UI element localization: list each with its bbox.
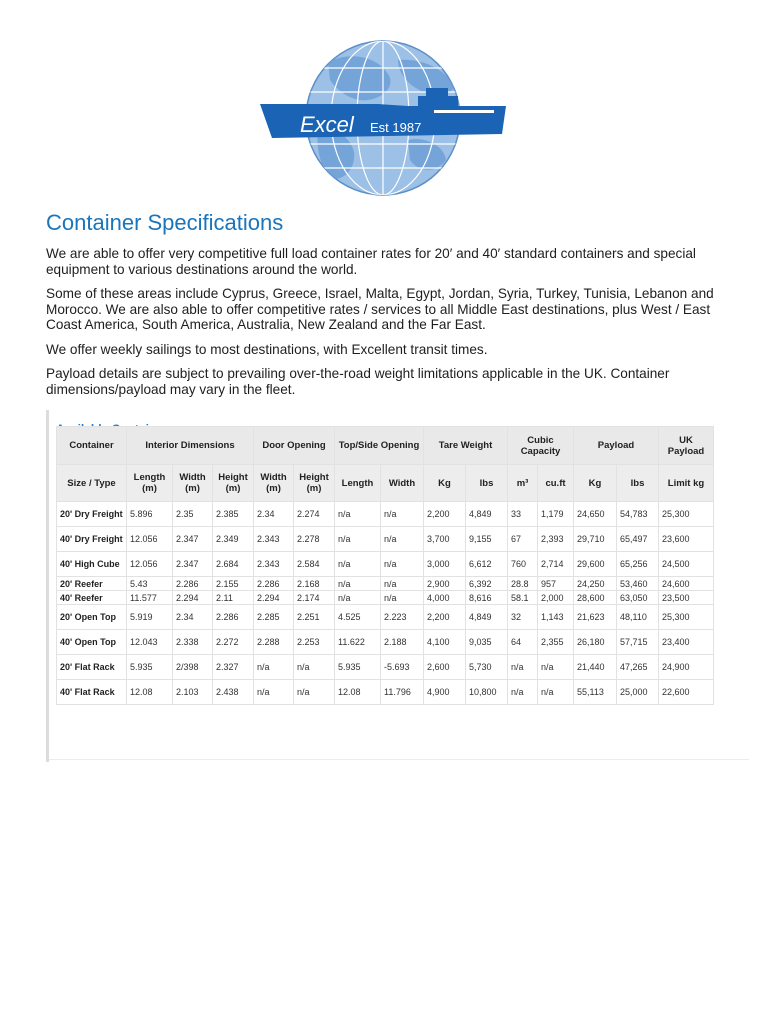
table-cell: 2.385: [213, 502, 254, 527]
table-cell: 54,783: [617, 502, 659, 527]
table-cell: n/a: [538, 655, 574, 680]
container-type-cell: 40' Open Top: [57, 630, 127, 655]
table-cell: 12.08: [335, 680, 381, 705]
table-cell: 2.272: [213, 630, 254, 655]
table-cell: n/a: [381, 552, 424, 577]
table-cell: 2.286: [213, 605, 254, 630]
table-cell: 2,200: [424, 605, 466, 630]
table-cell: 2.285: [254, 605, 294, 630]
svg-text:Excel: Excel: [300, 112, 354, 137]
table-cell: 53,460: [617, 577, 659, 591]
table-cell: 6,392: [466, 577, 508, 591]
table-cell: 2.274: [294, 502, 335, 527]
table-cell: 11.796: [381, 680, 424, 705]
column-header: m³: [508, 465, 538, 502]
table-cell: n/a: [294, 655, 335, 680]
table-cell: 2,000: [538, 591, 574, 605]
table-row: [57, 591, 714, 605]
table-cell: 2.286: [254, 577, 294, 591]
table-cell: 25,000: [617, 680, 659, 705]
intro-paragraph: We are able to offer very competitive full load container rates for 20′ and 40′ standard containers and special equipment to various destinations around the world.: [46, 246, 696, 277]
table-cell: n/a: [381, 577, 424, 591]
table-cell: 24,250: [574, 577, 617, 591]
table-cell: 25,300: [659, 502, 714, 527]
table-cell: 24,900: [659, 655, 714, 680]
table-cell: 63,050: [617, 591, 659, 605]
table-cell: 2.327: [213, 655, 254, 680]
table-cell: 28,600: [574, 591, 617, 605]
table-cell: 25,300: [659, 605, 714, 630]
table-cell: 47,265: [617, 655, 659, 680]
group-header: Payload: [574, 427, 659, 465]
group-header-row: [57, 427, 714, 465]
table-cell: 2.438: [213, 680, 254, 705]
table-row: [57, 502, 714, 527]
table-cell: 2,600: [424, 655, 466, 680]
table-cell: 64: [508, 630, 538, 655]
table-cell: 33: [508, 502, 538, 527]
table-cell: 2.155: [213, 577, 254, 591]
table-cell: 57,715: [617, 630, 659, 655]
column-header: Width (m): [173, 465, 213, 502]
table-cell: 4,849: [466, 502, 508, 527]
table-cell: 65,497: [617, 527, 659, 552]
panel-left-border: [46, 410, 49, 762]
payload-paragraph: Payload details are subject to prevailing over-the-road weight limitations applicable in the UK. Container dimensions/payload may vary in the fleet.: [46, 366, 670, 397]
table-cell: 1,143: [538, 605, 574, 630]
table-cell: n/a: [381, 502, 424, 527]
container-type-cell: 20' Open Top: [57, 605, 127, 630]
table-cell: 65,256: [617, 552, 659, 577]
column-header: Height (m): [213, 465, 254, 502]
column-header: lbs: [466, 465, 508, 502]
table-cell: 957: [538, 577, 574, 591]
destinations-paragraph: Some of these areas include Cyprus, Greece, Israel, Malta, Egypt, Jordan, Syria, Turkey, Tunisia, Lebanon and Morocco. We are also able to offer competitive rates / services to all Middle East destinations, plus West / East Coast America, South America, Australia, New Zealand and the Far East.: [46, 286, 714, 332]
column-header: Length (m): [127, 465, 173, 502]
table-cell: n/a: [538, 680, 574, 705]
table-cell: 3,000: [424, 552, 466, 577]
table-cell: 2.343: [254, 552, 294, 577]
table-cell: 2.343: [254, 527, 294, 552]
table-cell: 2.347: [173, 552, 213, 577]
table-row: [57, 630, 714, 655]
table-cell: 26,180: [574, 630, 617, 655]
column-header: Limit kg: [659, 465, 714, 502]
table-cell: 10,800: [466, 680, 508, 705]
table-cell: 9,155: [466, 527, 508, 552]
container-spec-table: [56, 426, 714, 705]
table-cell: n/a: [254, 680, 294, 705]
table-cell: 4,000: [424, 591, 466, 605]
excel-logo: [258, 40, 508, 196]
column-header: lbs: [617, 465, 659, 502]
table-cell: 23,500: [659, 591, 714, 605]
table-cell: 2.294: [173, 591, 213, 605]
table-cell: 5,730: [466, 655, 508, 680]
table-row: [57, 552, 714, 577]
table-cell: 2.349: [213, 527, 254, 552]
table-cell: 9,035: [466, 630, 508, 655]
table-cell: 2.338: [173, 630, 213, 655]
table-cell: 28.8: [508, 577, 538, 591]
table-cell: 2,900: [424, 577, 466, 591]
table-row: [57, 680, 714, 705]
table-cell: 2.103: [173, 680, 213, 705]
table-cell: 55,113: [574, 680, 617, 705]
table-cell: n/a: [294, 680, 335, 705]
table-cell: 2.174: [294, 591, 335, 605]
container-type-cell: 40' High Cube: [57, 552, 127, 577]
sailings-paragraph: We offer weekly sailings to most destinations, with Excellent transit times.: [46, 342, 488, 357]
group-header: UK Payload: [659, 427, 714, 465]
table-cell: 48,110: [617, 605, 659, 630]
table-cell: 4,100: [424, 630, 466, 655]
table-row: [57, 605, 714, 630]
table-cell: 5.896: [127, 502, 173, 527]
table-cell: 2.684: [213, 552, 254, 577]
table-cell: n/a: [381, 527, 424, 552]
table-cell: 2.34: [254, 502, 294, 527]
table-cell: 2.347: [173, 527, 213, 552]
table-cell: 2,200: [424, 502, 466, 527]
table-cell: n/a: [335, 591, 381, 605]
table-cell: 2.35: [173, 502, 213, 527]
table-cell: 2.223: [381, 605, 424, 630]
table-row: [57, 655, 714, 680]
table-cell: n/a: [254, 655, 294, 680]
table-cell: 2.188: [381, 630, 424, 655]
table-cell: 29,600: [574, 552, 617, 577]
table-cell: 67: [508, 527, 538, 552]
table-cell: 2,393: [538, 527, 574, 552]
column-header: Kg: [424, 465, 466, 502]
container-type-cell: 20' Flat Rack: [57, 655, 127, 680]
table-cell: 24,650: [574, 502, 617, 527]
table-cell: 24,500: [659, 552, 714, 577]
group-header: Top/Side Opening: [335, 427, 424, 465]
table-cell: 23,400: [659, 630, 714, 655]
table-cell: 2.251: [294, 605, 335, 630]
table-cell: 58.1: [508, 591, 538, 605]
table-cell: n/a: [335, 502, 381, 527]
table-cell: n/a: [335, 577, 381, 591]
group-header: Door Opening: [254, 427, 335, 465]
table-cell: 760: [508, 552, 538, 577]
group-header: Container: [57, 427, 127, 465]
table-cell: 5.919: [127, 605, 173, 630]
table-cell: 5.935: [335, 655, 381, 680]
group-header: Cubic Capacity: [508, 427, 574, 465]
table-cell: 4,849: [466, 605, 508, 630]
column-header: Width (m): [254, 465, 294, 502]
group-header: Interior Dimensions: [127, 427, 254, 465]
table-cell: 2/398: [173, 655, 213, 680]
table-cell: 29,710: [574, 527, 617, 552]
table-cell: 2.168: [294, 577, 335, 591]
table-cell: 11.577: [127, 591, 173, 605]
column-header: Size / Type: [57, 465, 127, 502]
table-cell: 22,600: [659, 680, 714, 705]
containers-panel: [46, 410, 750, 762]
table-cell: 2.294: [254, 591, 294, 605]
table-cell: 21,623: [574, 605, 617, 630]
table-cell: -5.693: [381, 655, 424, 680]
table-cell: 2.286: [173, 577, 213, 591]
table-cell: 4,900: [424, 680, 466, 705]
column-header: Width: [381, 465, 424, 502]
table-cell: 12.043: [127, 630, 173, 655]
table-cell: 21,440: [574, 655, 617, 680]
svg-text:Est 1987: Est 1987: [370, 120, 422, 135]
table-cell: 2.11: [213, 591, 254, 605]
table-cell: 5.43: [127, 577, 173, 591]
container-type-cell: 40' Flat Rack: [57, 680, 127, 705]
table-cell: 32: [508, 605, 538, 630]
column-header: Kg: [574, 465, 617, 502]
panel-bottom-rule: [49, 759, 749, 760]
sub-header-row: [57, 465, 714, 502]
table-cell: n/a: [335, 527, 381, 552]
table-cell: 4.525: [335, 605, 381, 630]
table-cell: n/a: [508, 655, 538, 680]
table-row: [57, 577, 714, 591]
table-cell: 2,355: [538, 630, 574, 655]
container-type-cell: 40' Reefer: [57, 591, 127, 605]
table-cell: 2.288: [254, 630, 294, 655]
table-cell: n/a: [508, 680, 538, 705]
table-cell: 2.253: [294, 630, 335, 655]
table-cell: 2.34: [173, 605, 213, 630]
table-cell: 23,600: [659, 527, 714, 552]
table-cell: 6,612: [466, 552, 508, 577]
table-body: [57, 502, 714, 705]
table-cell: 12.056: [127, 527, 173, 552]
table-cell: 1,179: [538, 502, 574, 527]
table-cell: 24,600: [659, 577, 714, 591]
container-type-cell: 40' Dry Freight: [57, 527, 127, 552]
table-cell: n/a: [335, 552, 381, 577]
page-title: Container Specifications: [46, 210, 284, 235]
table-row: [57, 527, 714, 552]
table-cell: 11.622: [335, 630, 381, 655]
table-cell: 2.278: [294, 527, 335, 552]
table-cell: 12.08: [127, 680, 173, 705]
container-type-cell: 20' Dry Freight: [57, 502, 127, 527]
table-cell: 5.935: [127, 655, 173, 680]
column-header: Length: [335, 465, 381, 502]
table-cell: 12.056: [127, 552, 173, 577]
table-cell: 2,714: [538, 552, 574, 577]
group-header: Tare Weight: [424, 427, 508, 465]
container-type-cell: 20' Reefer: [57, 577, 127, 591]
table-cell: 2.584: [294, 552, 335, 577]
column-header: cu.ft: [538, 465, 574, 502]
table-cell: 8,616: [466, 591, 508, 605]
table-cell: 3,700: [424, 527, 466, 552]
column-header: Height (m): [294, 465, 335, 502]
table-cell: n/a: [381, 591, 424, 605]
